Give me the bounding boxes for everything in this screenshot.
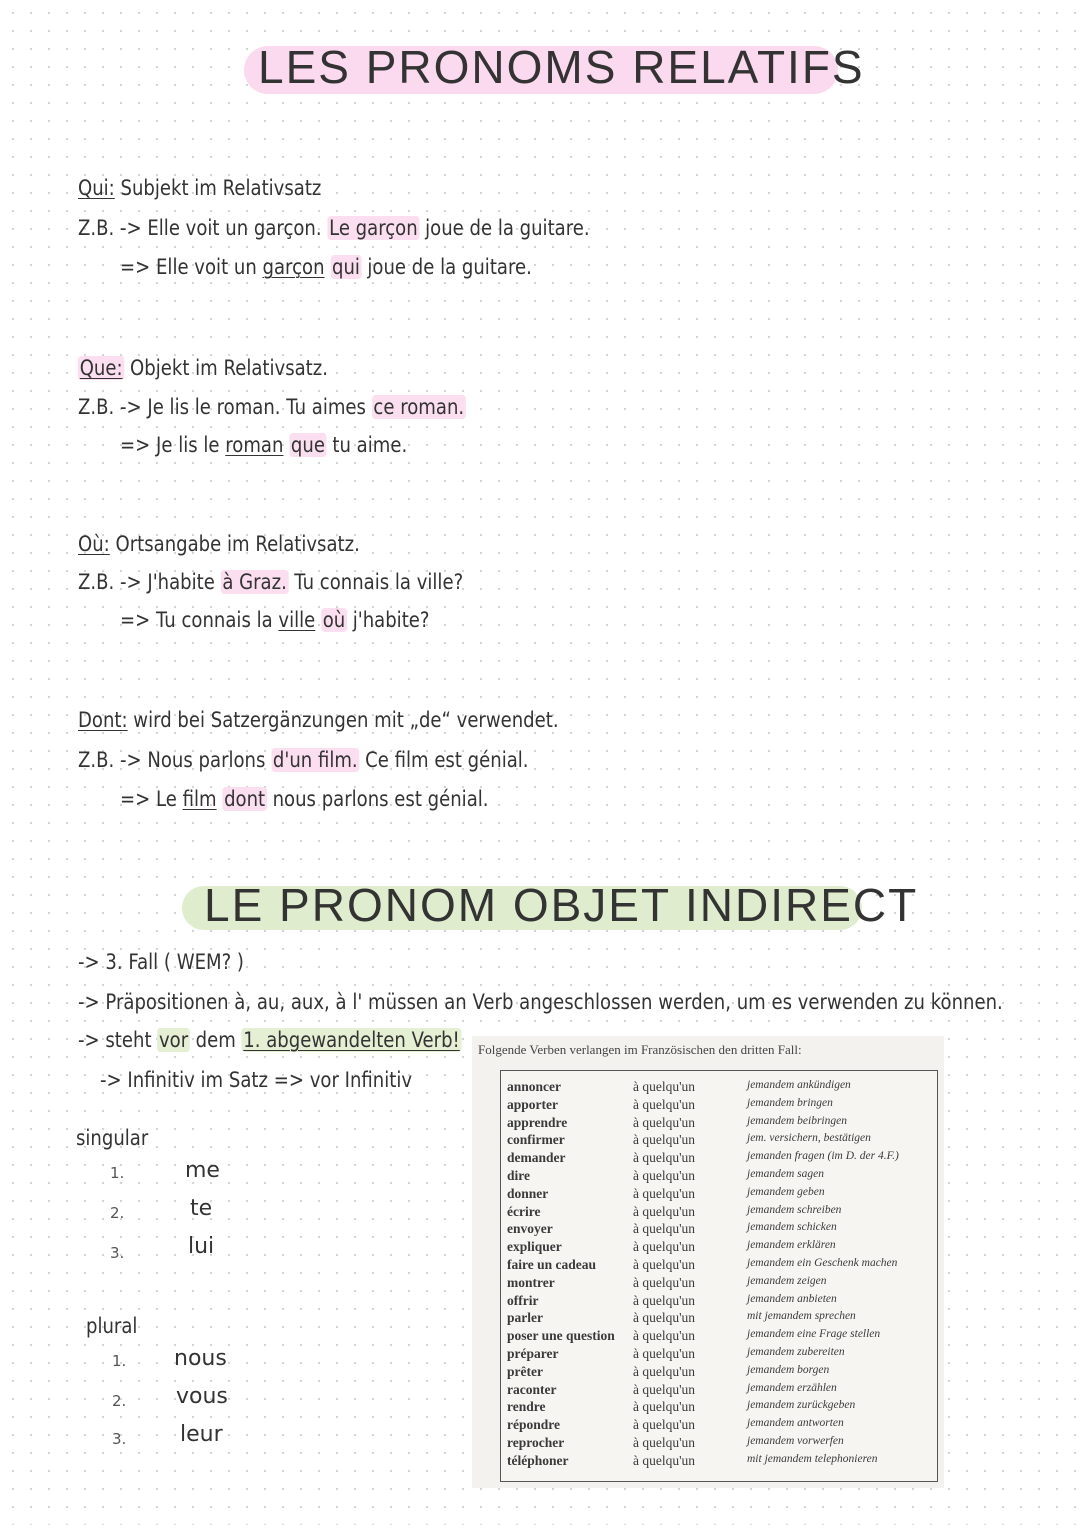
verb-prep: à quelqu'un (633, 1346, 696, 1361)
verb-table-row (501, 1204, 937, 1222)
verb-prep: à quelqu'un (633, 1185, 696, 1201)
verb-table-row (501, 1257, 937, 1275)
verb-fr: donner (507, 1185, 549, 1201)
plural-num: 2. (112, 1392, 127, 1410)
bullet-position: -> steht vor dem 1. abgewandelten Verb! (78, 1028, 460, 1052)
verb-fr: apprendre (507, 1114, 568, 1130)
verb-table-row (501, 1150, 937, 1168)
verb-table-image (472, 1036, 944, 1488)
verb-prep: à quelqu'un (633, 1310, 696, 1326)
qui-example: Z.B. -> Elle voit un garçon. Le garçon joue de la guitare. (78, 216, 590, 240)
verb-table-row (501, 1399, 937, 1417)
verb-fr: répondre (507, 1417, 560, 1433)
verb-prep: à quelqu'un (633, 1274, 696, 1290)
verb-prep: à quelqu'un (633, 1452, 696, 1468)
verb-fr: raconter (507, 1381, 557, 1397)
verb-table-row (501, 1293, 937, 1311)
verb-de: jemandem zurückgeben (747, 1399, 856, 1412)
verb-de: jemandem zubereiten (747, 1346, 845, 1358)
verb-de: jemandem anbieten (747, 1292, 837, 1305)
singular-pronoun: me (185, 1158, 220, 1183)
verb-prep: à quelqu'un (633, 1363, 696, 1379)
verb-table-row (501, 1097, 937, 1115)
verb-prep: à quelqu'un (633, 1079, 696, 1094)
verb-prep: à quelqu'un (633, 1381, 696, 1397)
qui-definition: Qui: Subjekt im Relativsatz (78, 176, 322, 200)
verb-table-row (501, 1417, 937, 1435)
page-title-indirect: LE PRONOM OBJET INDIRECT (204, 879, 919, 931)
verb-table-row (501, 1239, 937, 1257)
verb-fr: envoyer (507, 1221, 553, 1237)
verb-de: jemandem erklären (747, 1239, 836, 1252)
verb-de: jemandem sagen (747, 1168, 824, 1180)
bullet-case: -> 3. Fall ( WEM? ) (78, 950, 244, 974)
singular-num: 1. (110, 1164, 125, 1182)
plural-label: plural (86, 1314, 138, 1338)
page-title-relatifs: LES PRONOMS RELATIFS (258, 41, 865, 93)
verb-fr: dire (507, 1168, 530, 1183)
verb-table-row (501, 1382, 937, 1400)
verb-fr: faire un cadeau (507, 1257, 597, 1272)
verb-de: jemandem ein Geschenk machen (747, 1257, 898, 1269)
dont-definition: Dont: wird bei Satzergänzungen mit „de“ verwendet. (78, 708, 559, 732)
dont-example: Z.B. -> Nous parlons d'un film. Ce film est génial. (78, 748, 529, 772)
verb-fr: rendre (507, 1399, 546, 1415)
que-definition: Que: Objekt im Relativsatz. (79, 356, 328, 380)
verb-table-row (501, 1275, 937, 1293)
verb-fr: apporter (507, 1096, 558, 1112)
dont-result: => Le film dont nous parlons est génial. (120, 787, 489, 811)
verb-fr: demander (507, 1150, 566, 1166)
ou-term: Où: (78, 532, 110, 556)
verb-table-row (501, 1168, 937, 1186)
que-result: => Je lis le roman que tu aime. (120, 433, 408, 457)
plural-pronoun: nous (174, 1346, 227, 1371)
verb-table-row (501, 1346, 937, 1364)
bullet-prepositions: -> Präpositionen à, au, aux, à l' müssen an Verb angeschlossen werden, um es verwenden zu können. (78, 990, 1003, 1014)
verb-fr: annoncer (507, 1079, 561, 1094)
qui-result: => Elle voit un garçon qui joue de la guitare. (120, 255, 532, 279)
verb-de: jemandem geben (747, 1185, 825, 1198)
verb-fr: téléphoner (507, 1452, 569, 1468)
verb-prep: à quelqu'un (633, 1399, 696, 1415)
verb-table-row (501, 1221, 937, 1239)
verb-fr: poser une question (507, 1328, 615, 1344)
verb-fr: expliquer (507, 1239, 562, 1255)
plural-num: 3. (112, 1430, 127, 1448)
verb-de: jemandem schreiben (747, 1203, 842, 1216)
verb-prep: à quelqu'un (633, 1417, 696, 1433)
qui-term: Qui: (78, 176, 115, 200)
verb-table-row (501, 1115, 937, 1133)
verb-prep: à quelqu'un (633, 1435, 696, 1450)
verb-fr: prêter (507, 1363, 543, 1379)
singular-num: 2. (110, 1204, 125, 1222)
verb-prep: à quelqu'un (633, 1221, 696, 1237)
verb-table-row (501, 1328, 937, 1346)
que-example: Z.B. -> Je lis le roman. Tu aimes ce roman. (78, 395, 465, 419)
verb-de: jemandem ankündigen (747, 1079, 851, 1091)
verb-prep: à quelqu'un (633, 1168, 696, 1183)
verb-prep: à quelqu'un (633, 1132, 696, 1148)
verb-de: jemandem eine Frage stellen (747, 1328, 881, 1341)
ou-example: Z.B. -> J'habite à Graz. Tu connais la ville? (78, 570, 464, 594)
verb-de: mit jemandem telephonieren (747, 1452, 878, 1465)
verb-fr: préparer (507, 1346, 559, 1361)
verb-fr: montrer (507, 1274, 555, 1290)
verb-prep: à quelqu'un (633, 1257, 696, 1272)
verb-table-row (501, 1435, 937, 1453)
verb-prep: à quelqu'un (633, 1096, 696, 1112)
verb-fr: parler (507, 1310, 543, 1326)
dont-term: Dont: (78, 708, 128, 732)
verb-table-row (501, 1079, 937, 1097)
verb-table-row (501, 1186, 937, 1204)
verb-fr: reprocher (507, 1435, 565, 1450)
plural-num: 1. (112, 1352, 127, 1370)
singular-num: 3. (110, 1244, 125, 1262)
verb-de: jemandem antworten (747, 1417, 844, 1430)
plural-pronoun: leur (180, 1422, 223, 1447)
verb-table-row (501, 1364, 937, 1382)
verb-prep: à quelqu'un (633, 1203, 696, 1219)
singular-label: singular (76, 1126, 149, 1150)
verb-de: jemandem borgen (747, 1363, 830, 1376)
verb-prep: à quelqu'un (633, 1328, 696, 1344)
plural-pronoun: vous (176, 1384, 228, 1409)
verb-de: jemandem erzählen (747, 1381, 837, 1394)
verb-prep: à quelqu'un (633, 1239, 696, 1255)
verb-table-row (501, 1132, 937, 1150)
ou-definition: Où: Ortsangabe im Relativsatz. (78, 532, 360, 556)
bullet-infinitive: -> Infinitiv im Satz => vor Infinitiv (100, 1068, 413, 1092)
verb-de: jemandem beibringen (747, 1114, 847, 1127)
verb-fr: écrire (507, 1203, 541, 1219)
verb-table-row (501, 1453, 937, 1471)
verb-table-row (501, 1310, 937, 1328)
singular-pronoun: lui (188, 1234, 215, 1259)
singular-pronoun: te (190, 1196, 213, 1221)
verb-de: jemandem schicken (747, 1221, 837, 1234)
verb-de: jemandem zeigen (747, 1274, 827, 1287)
verb-table (500, 1070, 938, 1482)
verb-de: jemandem bringen (747, 1096, 833, 1109)
que-term: Que: (79, 356, 123, 380)
verb-prep: à quelqu'un (633, 1114, 696, 1130)
verb-prep: à quelqu'un (633, 1150, 696, 1166)
verb-table-caption: Folgende Verben verlangen im Französischen den dritten Fall: (478, 1042, 802, 1057)
verb-de: mit jemandem sprechen (747, 1310, 856, 1323)
verb-de: jemanden fragen (im D. der 4.F.) (747, 1150, 899, 1163)
verb-fr: offrir (507, 1292, 539, 1308)
verb-de: jemandem vorwerfen (747, 1435, 844, 1447)
ou-result: => Tu connais la ville où j'habite? (120, 608, 430, 632)
verb-de: jem. versichern, bestätigen (747, 1132, 871, 1145)
verb-fr: confirmer (507, 1132, 565, 1148)
verb-prep: à quelqu'un (633, 1292, 696, 1308)
